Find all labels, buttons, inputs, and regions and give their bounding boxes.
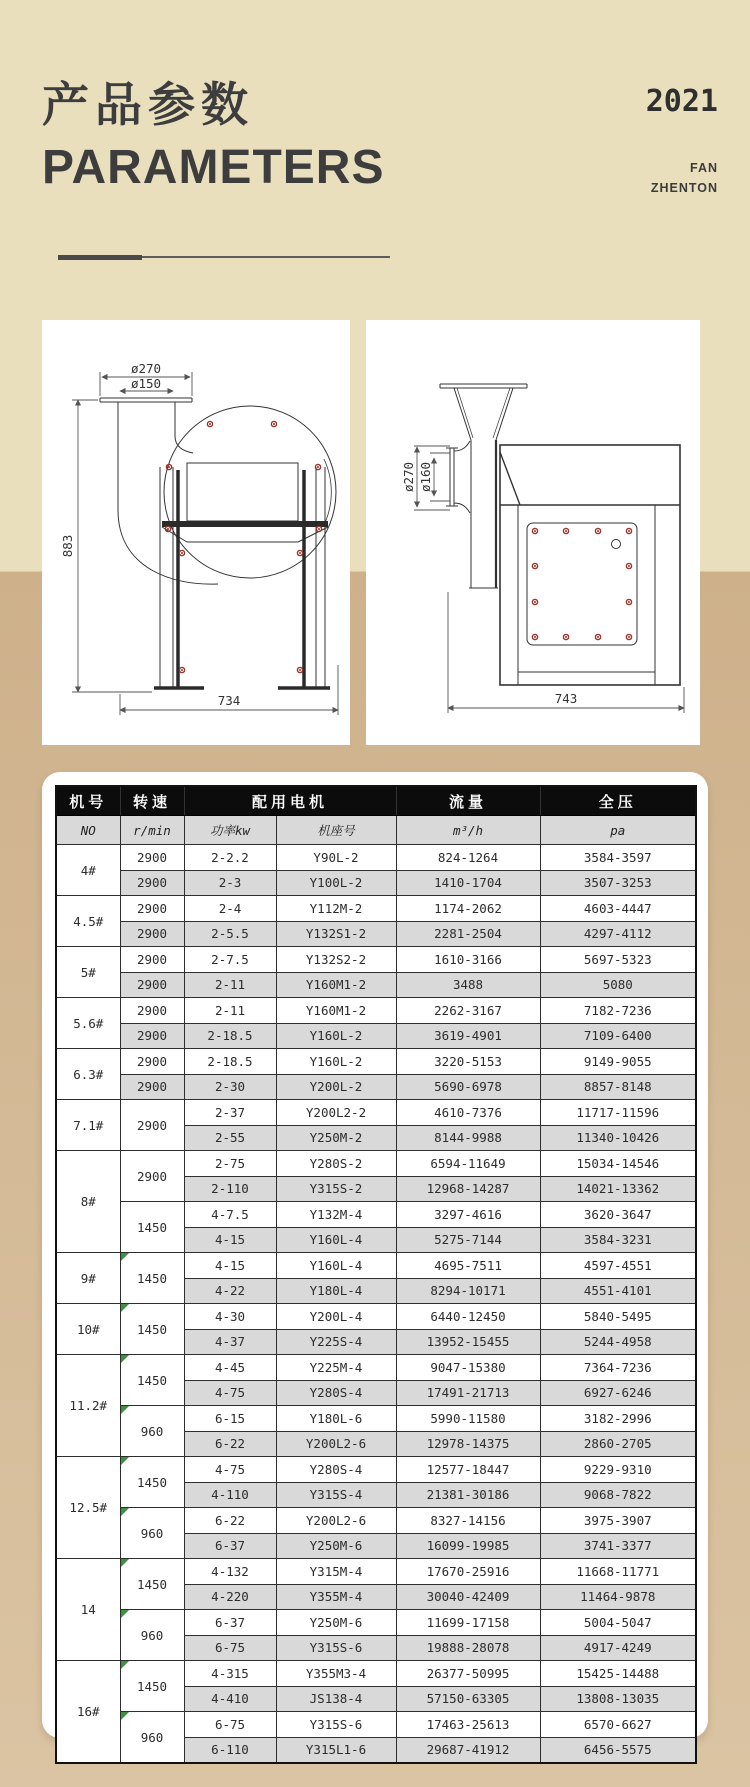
dim-width: 743 (554, 691, 578, 706)
speed-cell: 2900 (120, 1100, 184, 1151)
drawing-fan-front-view (366, 320, 700, 745)
flow-cell: 5275-7144 (396, 1227, 540, 1253)
table-row (56, 1202, 696, 1228)
machine-no-cell: 8# (56, 1151, 120, 1253)
speed-cell: 960 (120, 1610, 184, 1661)
power-cell: 4-45 (184, 1355, 276, 1381)
pressure-cell: 11464-9878 (540, 1584, 696, 1610)
frame-cell: Y200L2-6 (276, 1431, 396, 1457)
speed-cell: 1450 (120, 1253, 184, 1304)
speed-cell: 2900 (120, 972, 184, 998)
pressure-cell: 9149-9055 (540, 1049, 696, 1075)
frame-cell: Y112M-2 (276, 896, 396, 922)
power-cell: 4-15 (184, 1227, 276, 1253)
flow-cell: 13952-15455 (396, 1329, 540, 1355)
power-cell: 6-15 (184, 1406, 276, 1432)
power-cell: 4-30 (184, 1304, 276, 1330)
header-flow: 流量 (396, 786, 540, 816)
dim-inlet-outer: ø270 (401, 461, 416, 493)
parameters-table-card (42, 772, 708, 1758)
flow-cell: 29687-41912 (396, 1737, 540, 1763)
subheader-no: NO (56, 816, 120, 845)
frame-cell: Y315S-6 (276, 1712, 396, 1738)
pressure-cell: 5697-5323 (540, 947, 696, 973)
pressure-cell: 4297-4112 (540, 921, 696, 947)
frame-cell: Y315S-4 (276, 1482, 396, 1508)
pressure-cell: 8857-8148 (540, 1074, 696, 1100)
frame-cell: Y355M3-4 (276, 1661, 396, 1687)
power-cell: 4-75 (184, 1380, 276, 1406)
flow-cell: 3488 (396, 972, 540, 998)
dim-height: 883 (60, 534, 75, 558)
frame-cell: Y250M-6 (276, 1533, 396, 1559)
flow-cell: 12978-14375 (396, 1431, 540, 1457)
power-cell: 6-22 (184, 1431, 276, 1457)
power-cell: 2-2.2 (184, 845, 276, 871)
machine-no-cell: 11.2# (56, 1355, 120, 1457)
speed-cell: 960 (120, 1508, 184, 1559)
frame-cell: Y250M-2 (276, 1125, 396, 1151)
flow-cell: 8144-9988 (396, 1125, 540, 1151)
flow-cell: 3619-4901 (396, 1023, 540, 1049)
table-row (56, 998, 696, 1024)
table-row (56, 1559, 696, 1585)
title-divider (58, 254, 390, 260)
brand-label (651, 158, 718, 198)
power-cell: 4-110 (184, 1482, 276, 1508)
bolt-dots (165, 421, 321, 672)
divider-thick-segment (58, 255, 142, 260)
pressure-cell: 7182-7236 (540, 998, 696, 1024)
flow-cell: 4610-7376 (396, 1100, 540, 1126)
speed-cell: 1450 (120, 1202, 184, 1253)
dim-inlet-inner: ø160 (418, 461, 433, 493)
pressure-cell: 14021-13362 (540, 1176, 696, 1202)
pressure-cell: 6570-6627 (540, 1712, 696, 1738)
pressure-cell: 11668-11771 (540, 1559, 696, 1585)
power-cell: 2-37 (184, 1100, 276, 1126)
flow-cell: 17491-21713 (396, 1380, 540, 1406)
table-row (56, 1151, 696, 1177)
speed-cell: 2900 (120, 845, 184, 871)
pressure-cell: 3584-3597 (540, 845, 696, 871)
machine-no-cell: 5.6# (56, 998, 120, 1049)
year-label: 2021 (645, 84, 718, 119)
header-speed: 转速 (120, 786, 184, 816)
flow-cell: 3220-5153 (396, 1049, 540, 1075)
speed-cell: 2900 (120, 870, 184, 896)
machine-no-cell: 5# (56, 947, 120, 998)
dim-outlet-outer: ø270 (130, 361, 162, 376)
frame-cell: Y160L-2 (276, 1023, 396, 1049)
subheader-speed: r/min (120, 816, 184, 845)
flow-cell: 21381-30186 (396, 1482, 540, 1508)
power-cell: 4-15 (184, 1253, 276, 1279)
speed-cell: 2900 (120, 947, 184, 973)
flow-cell: 824-1264 (396, 845, 540, 871)
power-cell: 6-37 (184, 1610, 276, 1636)
fan-side-view-svg (42, 320, 350, 745)
speed-cell: 2900 (120, 1074, 184, 1100)
machine-no-cell: 14 (56, 1559, 120, 1661)
machine-no-cell: 4# (56, 845, 120, 896)
dim-width: 734 (217, 693, 241, 708)
power-cell: 4-220 (184, 1584, 276, 1610)
frame-cell: Y315S-6 (276, 1635, 396, 1661)
flow-cell: 6440-12450 (396, 1304, 540, 1330)
machine-no-cell: 6.3# (56, 1049, 120, 1100)
flow-cell: 19888-28078 (396, 1635, 540, 1661)
frame-cell: Y200L2-2 (276, 1100, 396, 1126)
flow-cell: 11699-17158 (396, 1610, 540, 1636)
divider-thin-segment (142, 256, 390, 258)
table-row (56, 1049, 696, 1075)
table-row (56, 1074, 696, 1100)
table-header-row (56, 786, 696, 816)
power-cell: 2-30 (184, 1074, 276, 1100)
power-cell: 4-132 (184, 1559, 276, 1585)
machine-no-cell: 12.5# (56, 1457, 120, 1559)
subheader-power: 功率kw (184, 816, 276, 845)
pressure-cell: 3507-3253 (540, 870, 696, 896)
power-cell: 6-110 (184, 1737, 276, 1763)
power-cell: 4-37 (184, 1329, 276, 1355)
pressure-cell: 7109-6400 (540, 1023, 696, 1049)
pressure-cell: 4917-4249 (540, 1635, 696, 1661)
brand-line-1: FAN (690, 161, 718, 175)
power-cell: 6-22 (184, 1508, 276, 1534)
speed-cell: 2900 (120, 998, 184, 1024)
pressure-cell: 15034-14546 (540, 1151, 696, 1177)
machine-no-cell: 10# (56, 1304, 120, 1355)
power-cell: 2-7.5 (184, 947, 276, 973)
frame-cell: Y225M-4 (276, 1355, 396, 1381)
subheader-frame: 机座号 (276, 816, 396, 845)
frame-cell: Y250M-6 (276, 1610, 396, 1636)
frame-cell: Y100L-2 (276, 870, 396, 896)
speed-cell: 1450 (120, 1355, 184, 1406)
subheader-flow: m³/h (396, 816, 540, 845)
flow-cell: 9047-15380 (396, 1355, 540, 1381)
flow-cell: 6594-11649 (396, 1151, 540, 1177)
power-cell: 2-3 (184, 870, 276, 896)
machine-no-cell: 4.5# (56, 896, 120, 947)
pressure-cell: 5244-4958 (540, 1329, 696, 1355)
speed-cell: 1450 (120, 1304, 184, 1355)
flow-cell: 1174-2062 (396, 896, 540, 922)
table-row (56, 1304, 696, 1330)
frame-cell: Y132M-4 (276, 1202, 396, 1228)
frame-cell: Y280S-2 (276, 1151, 396, 1177)
power-cell: 2-75 (184, 1151, 276, 1177)
pressure-cell: 6927-6246 (540, 1380, 696, 1406)
table-row (56, 1712, 696, 1738)
machine-no-cell: 9# (56, 1253, 120, 1304)
page-title-en: PARAMETERS (42, 141, 385, 194)
table-row (56, 896, 696, 922)
fan-front-view-svg (366, 320, 700, 745)
frame-cell: Y90L-2 (276, 845, 396, 871)
power-cell: 4-7.5 (184, 1202, 276, 1228)
flow-cell: 4695-7511 (396, 1253, 540, 1279)
table-row (56, 1406, 696, 1432)
pressure-cell: 5840-5495 (540, 1304, 696, 1330)
brand-line-2: ZHENTON (650, 181, 718, 195)
flow-cell: 5990-11580 (396, 1406, 540, 1432)
speed-cell: 1450 (120, 1661, 184, 1712)
drawing-fan-side-view (42, 320, 350, 745)
pressure-cell: 3584-3231 (540, 1227, 696, 1253)
header-motor: 配用电机 (184, 786, 396, 816)
frame-cell: Y160M1-2 (276, 972, 396, 998)
frame-cell: Y160L-4 (276, 1227, 396, 1253)
table-row (56, 1355, 696, 1381)
pressure-cell: 4551-4101 (540, 1278, 696, 1304)
frame-cell: Y200L2-6 (276, 1508, 396, 1534)
power-cell: 2-4 (184, 896, 276, 922)
flow-cell: 3297-4616 (396, 1202, 540, 1228)
dim-outlet-inner: ø150 (130, 376, 162, 391)
flow-cell: 5690-6978 (396, 1074, 540, 1100)
frame-cell: Y315M-4 (276, 1559, 396, 1585)
flow-cell: 8327-14156 (396, 1508, 540, 1534)
power-cell: 4-315 (184, 1661, 276, 1687)
flow-cell: 2262-3167 (396, 998, 540, 1024)
pressure-cell: 11340-10426 (540, 1125, 696, 1151)
header-machine-no: 机号 (56, 786, 120, 816)
speed-cell: 2900 (120, 896, 184, 922)
flow-cell: 16099-19985 (396, 1533, 540, 1559)
frame-cell: Y160L-4 (276, 1253, 396, 1279)
flow-cell: 30040-42409 (396, 1584, 540, 1610)
speed-cell: 960 (120, 1406, 184, 1457)
pressure-cell: 3975-3907 (540, 1508, 696, 1534)
pressure-cell: 4603-4447 (540, 896, 696, 922)
pressure-cell: 3182-2996 (540, 1406, 696, 1432)
machine-no-cell: 16# (56, 1661, 120, 1764)
pressure-cell: 13808-13035 (540, 1686, 696, 1712)
power-cell: 6-75 (184, 1635, 276, 1661)
flow-cell: 57150-63305 (396, 1686, 540, 1712)
pressure-cell: 4597-4551 (540, 1253, 696, 1279)
frame-cell: Y280S-4 (276, 1457, 396, 1483)
frame-cell: Y225S-4 (276, 1329, 396, 1355)
subheader-pressure: pa (540, 816, 696, 845)
frame-cell: Y132S2-2 (276, 947, 396, 973)
power-cell: 2-5.5 (184, 921, 276, 947)
pressure-cell: 5080 (540, 972, 696, 998)
pressure-cell: 6456-5575 (540, 1737, 696, 1763)
table-body (56, 845, 696, 1764)
flow-cell: 12577-18447 (396, 1457, 540, 1483)
pressure-cell: 5004-5047 (540, 1610, 696, 1636)
power-cell: 2-55 (184, 1125, 276, 1151)
table-row (56, 1610, 696, 1636)
table-row (56, 870, 696, 896)
power-cell: 6-37 (184, 1533, 276, 1559)
frame-cell: Y132S1-2 (276, 921, 396, 947)
pressure-cell: 9229-9310 (540, 1457, 696, 1483)
parameters-table (55, 785, 697, 1764)
pressure-cell: 9068-7822 (540, 1482, 696, 1508)
frame-cell: Y315L1-6 (276, 1737, 396, 1763)
power-cell: 2-110 (184, 1176, 276, 1202)
frame-cell: Y200L-4 (276, 1304, 396, 1330)
frame-cell: Y160L-2 (276, 1049, 396, 1075)
power-cell: 2-11 (184, 998, 276, 1024)
frame-cell: Y355M-4 (276, 1584, 396, 1610)
table-row (56, 1508, 696, 1534)
power-cell: 2-11 (184, 972, 276, 998)
header-pressure: 全压 (540, 786, 696, 816)
frame-cell: Y180L-6 (276, 1406, 396, 1432)
table-row (56, 947, 696, 973)
bolt-dots (532, 528, 631, 639)
speed-cell: 960 (120, 1712, 184, 1764)
flow-cell: 17463-25613 (396, 1712, 540, 1738)
frame-cell: Y200L-2 (276, 1074, 396, 1100)
speed-cell: 1450 (120, 1457, 184, 1508)
frame-cell: Y280S-4 (276, 1380, 396, 1406)
table-row (56, 972, 696, 998)
speed-cell: 1450 (120, 1559, 184, 1610)
flow-cell: 17670-25916 (396, 1559, 540, 1585)
pressure-cell: 15425-14488 (540, 1661, 696, 1687)
machine-no-cell: 7.1# (56, 1100, 120, 1151)
table-row (56, 921, 696, 947)
table-row (56, 1253, 696, 1279)
frame-cell: Y160M1-2 (276, 998, 396, 1024)
frame-cell: JS138-4 (276, 1686, 396, 1712)
power-cell: 4-410 (184, 1686, 276, 1712)
pressure-cell: 11717-11596 (540, 1100, 696, 1126)
speed-cell: 2900 (120, 1023, 184, 1049)
table-subheader-row (56, 816, 696, 845)
speed-cell: 2900 (120, 1049, 184, 1075)
pressure-cell: 2860-2705 (540, 1431, 696, 1457)
table-row (56, 1023, 696, 1049)
power-cell: 4-75 (184, 1457, 276, 1483)
pressure-cell: 7364-7236 (540, 1355, 696, 1381)
pressure-cell: 3620-3647 (540, 1202, 696, 1228)
pressure-cell: 3741-3377 (540, 1533, 696, 1559)
table-row (56, 1661, 696, 1687)
flow-cell: 1410-1704 (396, 870, 540, 896)
power-cell: 6-75 (184, 1712, 276, 1738)
page-title-cn: 产品参数 (42, 78, 254, 131)
flow-cell: 8294-10171 (396, 1278, 540, 1304)
frame-cell: Y180L-4 (276, 1278, 396, 1304)
power-cell: 2-18.5 (184, 1023, 276, 1049)
speed-cell: 2900 (120, 921, 184, 947)
frame-cell: Y315S-2 (276, 1176, 396, 1202)
flow-cell: 1610-3166 (396, 947, 540, 973)
speed-cell: 2900 (120, 1151, 184, 1202)
flow-cell: 26377-50995 (396, 1661, 540, 1687)
table-row (56, 1100, 696, 1126)
table-row (56, 1457, 696, 1483)
flow-cell: 12968-14287 (396, 1176, 540, 1202)
flow-cell: 2281-2504 (396, 921, 540, 947)
power-cell: 2-18.5 (184, 1049, 276, 1075)
table-row (56, 845, 696, 871)
power-cell: 4-22 (184, 1278, 276, 1304)
